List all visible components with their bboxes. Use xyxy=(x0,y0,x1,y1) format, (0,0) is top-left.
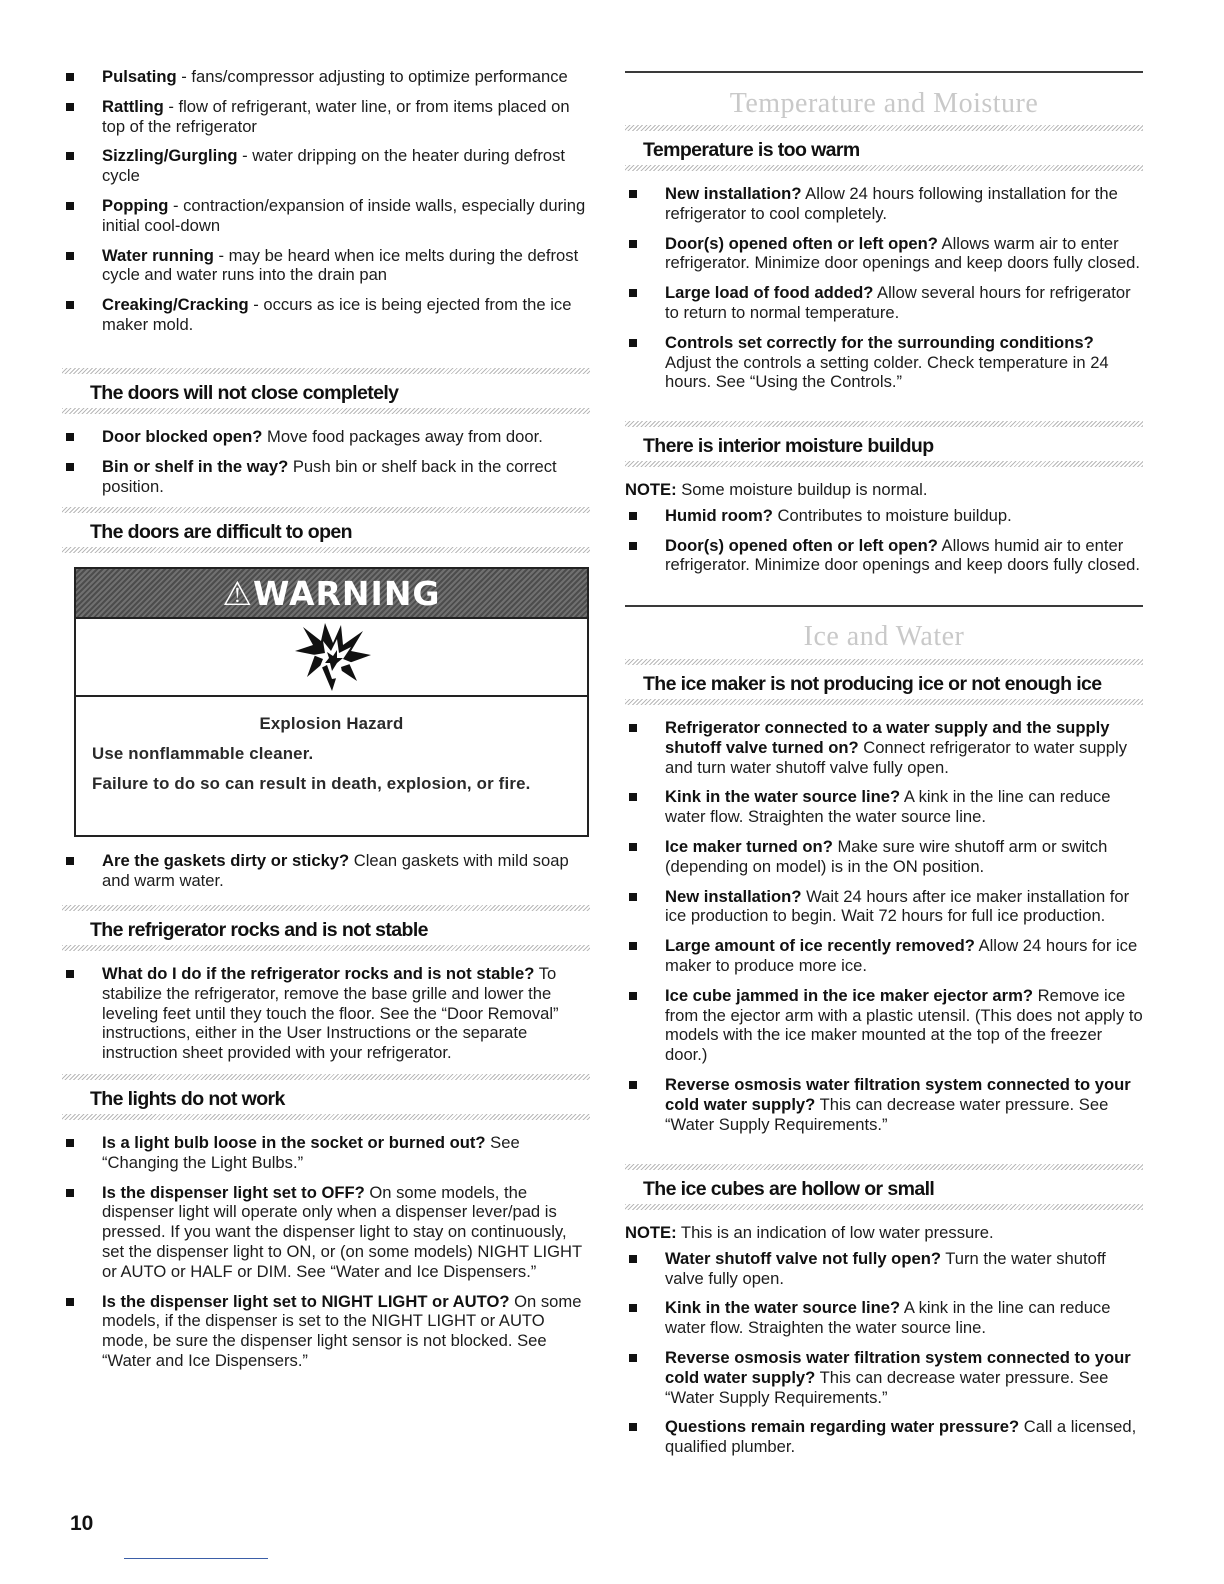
stripe-divider xyxy=(625,421,1143,427)
list-item xyxy=(625,184,1143,224)
item-answer: Call a licensed, qualified plumber. xyxy=(665,1417,1137,1457)
list-item xyxy=(625,536,1143,576)
item-answer: A kink in the line can reduce water flow. Straighten the water source line. xyxy=(665,1298,1111,1338)
item-answer: Clean gaskets with mild soap and warm water. xyxy=(102,851,569,890)
stripe-divider xyxy=(625,1164,1143,1170)
item-question: Is a light bulb loose in the socket or burned out? xyxy=(102,1133,486,1152)
item-question: Bin or shelf in the way? xyxy=(102,456,289,476)
item-question: Kink in the water source line? xyxy=(665,1298,901,1318)
list-item xyxy=(625,936,1143,976)
item-answer: Make sure wire shutoff arm or switch (depending on model) is in the ON position. xyxy=(665,836,1108,876)
stripe-divider xyxy=(625,659,1143,665)
item-question: Large amount of ice recently removed? xyxy=(665,936,975,956)
item-question: Sizzling/Gurgling xyxy=(102,146,238,166)
note-text: This is an indication of low water pressure. xyxy=(676,1223,994,1242)
list-item xyxy=(62,427,590,447)
section-lights xyxy=(62,1074,590,1371)
list-item xyxy=(62,851,590,891)
stripe-divider xyxy=(62,547,590,553)
item-question: New installation? xyxy=(665,886,802,906)
list-item xyxy=(62,97,590,137)
stripe-divider xyxy=(62,507,590,513)
heading-doors-difficult: The doors are difficult to open xyxy=(90,521,352,543)
stripe-divider xyxy=(62,905,590,911)
list-item xyxy=(625,986,1143,1065)
heading-hollow: The ice cubes are hollow or small xyxy=(643,1178,935,1200)
heading-doors-not-close: The doors will not close completely xyxy=(90,382,399,404)
explosion-icon xyxy=(287,621,377,693)
item-question: Water running xyxy=(102,245,214,265)
doors-difficult-list xyxy=(62,851,590,891)
footer-rule xyxy=(124,1558,268,1559)
item-answer: - contraction/expansion of inside walls, especially during initial cool-down xyxy=(102,195,586,235)
list-item xyxy=(625,837,1143,877)
item-question: Kink in the water source line? xyxy=(665,787,901,807)
section-too-warm xyxy=(625,125,1143,392)
item-question: Controls set correctly for the surrounding conditions? xyxy=(665,332,1094,352)
item-answer: Adjust the controls a setting colder. Check temperature in 24 hours. See “Using the Controls.” xyxy=(665,352,1109,392)
list-item xyxy=(625,333,1143,392)
note-text: Some moisture buildup is normal. xyxy=(676,480,928,499)
item-question: Water shutoff valve not fully open? xyxy=(665,1248,941,1268)
list-item xyxy=(625,1298,1143,1338)
list-item xyxy=(625,1348,1143,1407)
item-answer: Remove ice from the ejector arm with a plastic utensil. (This does not apply to models with the ice maker mounted at the top of the freezer door.) xyxy=(665,985,1143,1065)
no-ice-list xyxy=(625,718,1143,1134)
item-answer: This can decrease water pressure. See “Water Supply Requirements.” xyxy=(665,1094,1109,1134)
item-question: Door(s) opened often or left open? xyxy=(665,233,938,253)
item-question: Door blocked open? xyxy=(102,427,263,446)
stripe-divider xyxy=(62,408,590,414)
stripe-divider xyxy=(62,1114,590,1120)
item-question: Are the gaskets dirty or sticky? xyxy=(102,851,350,870)
section-no-ice xyxy=(625,659,1143,1134)
item-answer: - occurs as ice is being ejected from the ice maker mold. xyxy=(102,295,572,334)
item-answer: A kink in the line can reduce water flow. Straighten the water source line. xyxy=(665,787,1111,827)
list-item xyxy=(62,457,590,497)
item-answer: To stabilize the refrigerator, remove the base grille and lower the leveling feet until they touch the floor. See the “Door Removal” instructions, either in the User Instructions or the separate instruction sheet provided with your refrigerator. xyxy=(102,964,559,1063)
item-answer: See “Changing the Light Bulbs.” xyxy=(102,1133,520,1172)
section-rule xyxy=(625,71,1143,73)
noises-list xyxy=(62,67,590,335)
item-answer: On some models, the dispenser light will operate only when a dispenser lever/pad is pressed. If you want the dispenser light to stay on continuously, set the dispenser light to ON, or (on some models) NIGHT LIGHT or AUTO or HALF or DIM. See “Water and Ice Dispensers.” xyxy=(102,1182,582,1281)
heading-lights: The lights do not work xyxy=(90,1088,285,1110)
item-answer: On some models, if the dispenser is set to the NIGHT LIGHT or AUTO mode, be sure the dispenser light sensor is not blocked. See “Water and Ice Dispensers.” xyxy=(102,1291,582,1370)
list-item xyxy=(625,718,1143,777)
list-item xyxy=(625,1417,1143,1457)
warning-line-1: Use nonflammable cleaner. xyxy=(92,744,314,763)
section-rule xyxy=(625,605,1143,607)
stripe-divider xyxy=(625,461,1143,467)
page-number: 10 xyxy=(70,1512,94,1535)
item-answer: Move food packages away from door. xyxy=(262,427,543,446)
moisture-note xyxy=(625,480,1143,500)
item-question: Rattling xyxy=(102,96,164,116)
item-question: Reverse osmosis water filtration system connected to your cold water supply? xyxy=(665,1347,1131,1387)
list-item xyxy=(625,1249,1143,1289)
warning-hazard: Explosion Hazard xyxy=(259,714,404,733)
doors-not-close-list xyxy=(62,427,590,496)
rocks-list xyxy=(62,964,590,1063)
section-title-temperature: Temperature and Moisture xyxy=(729,88,1039,119)
list-item xyxy=(62,67,590,87)
item-question: Refrigerator connected to a water supply and the supply shutoff valve turned on? xyxy=(665,718,1110,757)
lights-list xyxy=(62,1133,590,1371)
list-item xyxy=(625,283,1143,323)
item-question: What do I do if the refrigerator rocks and is not stable? xyxy=(102,964,535,983)
stripe-divider xyxy=(62,945,590,951)
item-answer: Wait 24 hours after ice maker installation for ice production to begin. Wait 72 hours for full ice production. xyxy=(665,886,1130,926)
list-item xyxy=(62,295,590,335)
note-label: NOTE: xyxy=(625,1223,677,1242)
item-question: Ice cube jammed in the ice maker ejector arm? xyxy=(665,985,1033,1005)
section-moisture xyxy=(625,421,1143,575)
item-answer: Allow 24 hours for ice maker to produce more ice. xyxy=(665,936,1138,975)
item-question: Large load of food added? xyxy=(665,283,874,303)
stripe-divider xyxy=(625,165,1143,171)
item-answer: Allow several hours for refrigerator to return to normal temperature. xyxy=(665,283,1131,322)
hollow-list xyxy=(625,1249,1143,1457)
section-doors-not-close xyxy=(62,368,590,496)
section-doors-difficult xyxy=(62,507,590,553)
item-answer: - flow of refrigerant, water line, or from items placed on top of the refrigerator xyxy=(102,96,570,136)
item-answer: Contributes to moisture buildup. xyxy=(772,505,1012,525)
item-answer: - water dripping on the heater during defrost cycle xyxy=(102,146,565,186)
item-question: Door(s) opened often or left open? xyxy=(665,535,938,555)
list-item xyxy=(62,1183,590,1282)
warning-title: ⚠WARNING xyxy=(222,573,441,613)
item-question: Is the dispenser light set to NIGHT LIGHT or AUTO? xyxy=(102,1291,510,1311)
item-answer: Allows humid air to enter refrigerator. Minimize door openings and keep doors fully closed. xyxy=(665,535,1141,575)
list-item xyxy=(62,964,590,1063)
item-question: Creaking/Cracking xyxy=(102,295,249,315)
warning-icon-area xyxy=(76,619,587,697)
section-rocks xyxy=(62,905,590,1063)
item-question: Popping xyxy=(102,195,169,215)
list-item xyxy=(62,196,590,236)
warning-box xyxy=(74,567,589,837)
item-question: New installation? xyxy=(665,184,802,203)
item-answer: Allows warm air to enter refrigerator. Minimize door openings and keep doors fully closed. xyxy=(665,233,1141,273)
moisture-list xyxy=(625,506,1143,575)
stripe-divider xyxy=(62,368,590,374)
stripe-divider xyxy=(625,1204,1143,1210)
list-item xyxy=(62,1292,590,1371)
item-answer: Allow 24 hours following installation for the refrigerator to cool completely. xyxy=(665,184,1118,223)
heading-no-ice: The ice maker is not producing ice or not enough ice xyxy=(643,673,1102,695)
stripe-divider xyxy=(625,699,1143,705)
too-warm-list xyxy=(625,184,1143,392)
hollow-note xyxy=(625,1223,1143,1243)
list-item xyxy=(62,146,590,186)
item-answer: Connect refrigerator to water supply and turn water shutoff valve fully open. xyxy=(665,737,1128,777)
item-question: Pulsating xyxy=(102,67,177,86)
item-question: Humid room? xyxy=(665,505,773,525)
heading-too-warm: Temperature is too warm xyxy=(643,139,860,161)
item-answer: This can decrease water pressure. See “Water Supply Requirements.” xyxy=(665,1367,1109,1407)
warning-banner xyxy=(76,569,587,619)
list-item xyxy=(62,246,590,286)
item-question: Ice maker turned on? xyxy=(665,836,833,856)
list-item xyxy=(625,787,1143,827)
heading-rocks: The refrigerator rocks and is not stable xyxy=(90,919,428,941)
section-title-ice-water: Ice and Water xyxy=(803,621,965,652)
item-answer: - may be heard when ice melts during the defrost cycle and water runs into the drain pan xyxy=(102,245,579,285)
warning-line-2: Failure to do so can result in death, explosion, or fire. xyxy=(92,774,531,793)
heading-moisture: There is interior moisture buildup xyxy=(643,435,934,457)
item-answer: Push bin or shelf back in the correct position. xyxy=(102,456,557,496)
list-item xyxy=(625,234,1143,274)
list-item xyxy=(625,506,1143,526)
list-item xyxy=(625,1075,1143,1134)
item-question: Questions remain regarding water pressure? xyxy=(665,1417,1020,1437)
item-answer: Turn the water shutoff valve fully open. xyxy=(665,1248,1106,1288)
list-item xyxy=(625,887,1143,927)
warning-text-area xyxy=(76,697,587,795)
stripe-divider xyxy=(625,125,1143,131)
list-item xyxy=(62,1133,590,1173)
item-question: Reverse osmosis water filtration system connected to your cold water supply? xyxy=(665,1074,1131,1114)
item-question: Is the dispenser light set to OFF? xyxy=(102,1182,365,1202)
stripe-divider xyxy=(62,1074,590,1080)
note-label: NOTE: xyxy=(625,480,677,499)
item-answer: - fans/compressor adjusting to optimize performance xyxy=(176,67,568,86)
section-hollow xyxy=(625,1164,1143,1457)
